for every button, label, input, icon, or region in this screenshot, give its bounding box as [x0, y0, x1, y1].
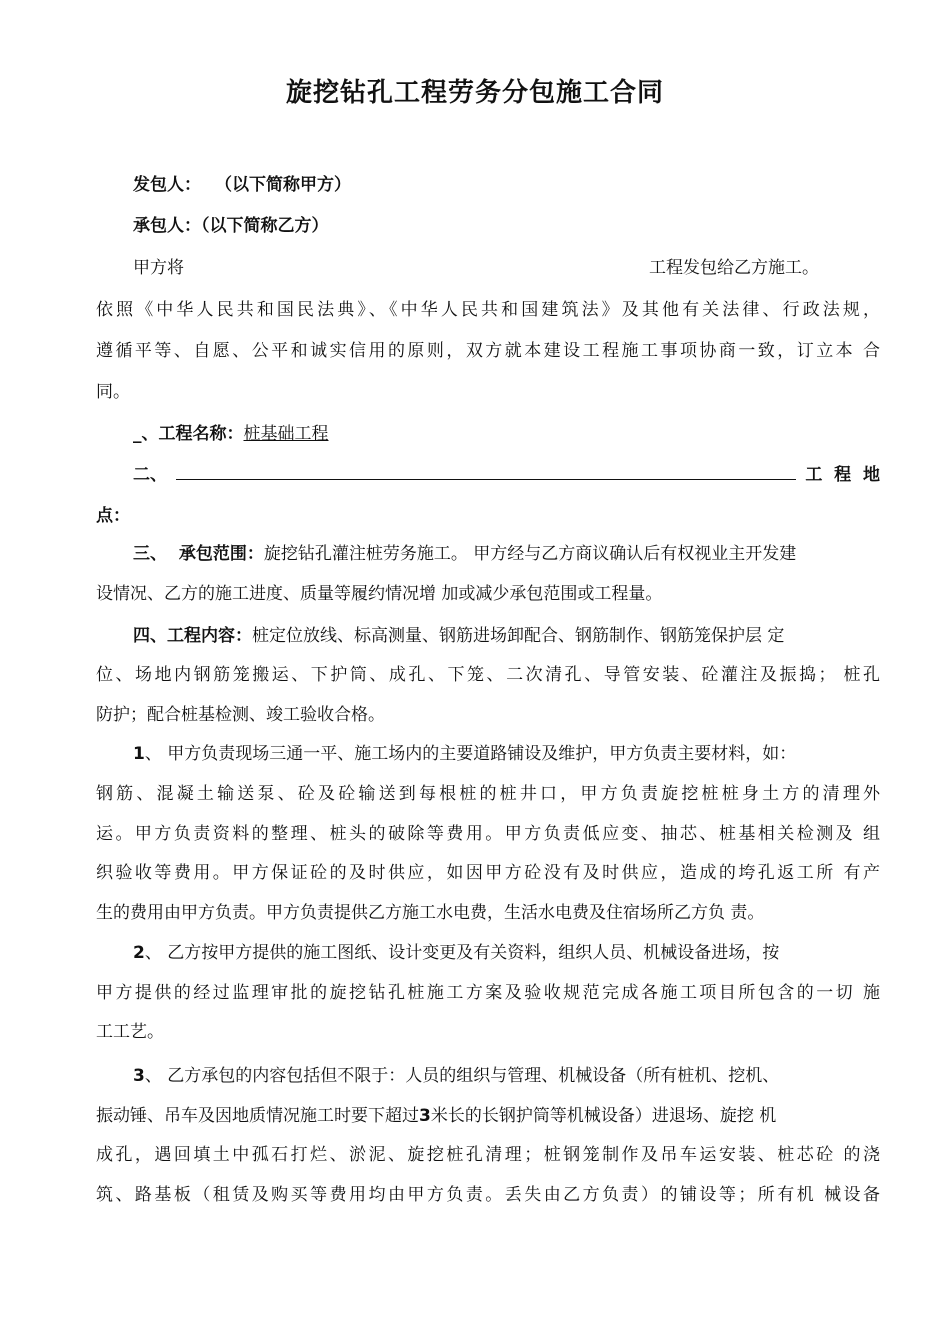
intro-line3: 遵循平等、自愿、公平和诚实信用的原则，双方就本建设工程施工事项协商一致，订立本 合 [96, 341, 880, 361]
employer-note: （以下简称甲方） [215, 175, 351, 195]
employer-line [133, 173, 351, 197]
item-3-line3: 成孔，遇回填土中孤石打烂、淤泥、旋挖桩孔清理；桩钢笼制作及吊车运安装、桩芯砼 的浇 [96, 1145, 880, 1165]
intro-line1-left: 甲方将 [133, 258, 184, 278]
item-3-number: 3 [133, 1066, 145, 1086]
page-title: 旋挖钻孔工程劳务分包施工合同 [285, 78, 664, 108]
item-3-line2 [96, 1104, 776, 1128]
employer-label: 发包人： [133, 175, 201, 195]
project-name-value: 桩基础工程 [243, 424, 329, 444]
item-1-line1 [133, 742, 796, 766]
intro-line2: 依照《中华人民共和国民法典》、《中华人民共和国建筑法》及其他有关法律、行政法规， [96, 300, 880, 320]
section-4-text1: 桩定位放线、标高测量、钢筋进场卸配合、钢筋制作、钢筋笼保护层 定 [252, 626, 785, 646]
item-1-line4: 织验收等费用。甲方保证砼的及时供应，如因甲方砼没有及时供应，造成的垮孔返工所 有产 [96, 863, 880, 883]
intro-line4: 同。 [96, 382, 130, 402]
section-4-text2: 位、场地内钢筋笼搬运、下护筒、成孔、下笼、二次清孔、导管安装、砼灌注及振捣； 桩孔 [96, 665, 880, 685]
item-3-text1: 、 乙方承包的内容包括但不限于：人员的组织与管理、机械设备（所有桩机、挖机、 [144, 1066, 780, 1086]
item-2-number: 2 [133, 943, 145, 963]
section-2-suffix: 工 程 地 [805, 465, 880, 485]
item-2-line1 [133, 941, 779, 965]
section-4-line1 [133, 624, 880, 648]
contractor-label: 承包人： [133, 216, 201, 236]
intro-line1-right: 工程发包给乙方施工。 [649, 258, 819, 278]
section-2-prefix: 二、 [133, 465, 167, 485]
section-2-cont: 点： [96, 506, 130, 526]
contractor-line [133, 214, 329, 238]
section-3-label: 三、 承包范围： [133, 544, 264, 564]
section-project-name [133, 422, 329, 446]
item-1-line3: 运。甲方负责资料的整理、桩头的破除等费用。甲方负责低应变、抽芯、桩基相关检测及 组 [96, 824, 880, 844]
item-2-text1: 、 乙方按甲方提供的施工图纸、设计变更及有关资料，组织人员、机械设备进场，按 [144, 943, 780, 963]
item-1-number: 1 [133, 744, 145, 764]
section-project-location [133, 463, 880, 487]
contractor-note: （以下简称乙方） [201, 216, 329, 236]
item-3-line1 [133, 1064, 779, 1088]
section-4-text3: 防护；配合桩基检测、竣工验收合格。 [96, 705, 385, 725]
item-2-line3: 工工艺。 [96, 1022, 164, 1042]
item-3-line4: 筑、路基板（租赁及购买等费用均由甲方负责。丢失由乙方负责）的铺设等；所有机 械设备 [96, 1185, 880, 1205]
location-blank-line [176, 463, 796, 480]
section-3-text1: 旋挖钻孔灌注桩劳务施工。 甲方经与乙方商议确认后有权视业主开发建 [263, 544, 797, 564]
item-3-line2-number: 3 [419, 1106, 431, 1126]
section-3-text2: 设情况、乙方的施工进度、质量等履约情况增 加或减少承包范围或工程量。 [96, 584, 663, 604]
item-3-line2-b: 米长的长钢护筒等机械设备）进退场、旋挖 机 [430, 1106, 777, 1126]
item-3-line2-a: 振动锤、吊车及因地质情况施工时要下超过 [96, 1106, 419, 1126]
section-4-label: 四、工程内容： [133, 626, 252, 646]
item-2-line2: 甲方提供的经过监理审批的旋挖钻孔桩施工方案及验收规范完成各施工项目所包含的一切 施 [96, 983, 880, 1003]
section-1-label: _、工程名称： [133, 424, 244, 444]
item-1-line2: 钢筋、混凝土输送泵、砼及砼输送到每根桩的桩井口，甲方负责旋挖桩桩身土方的清理外 [96, 784, 880, 804]
item-1-line5: 生的费用由甲方负责。甲方负责提供乙方施工水电费，生活水电费及住宿场所乙方负 责。 [96, 903, 765, 923]
item-1-text1: 、 甲方负责现场三通一平、施工场内的主要道路铺设及维护，甲方负责主要材料，如： [144, 744, 797, 764]
section-3-line1 [133, 542, 880, 566]
